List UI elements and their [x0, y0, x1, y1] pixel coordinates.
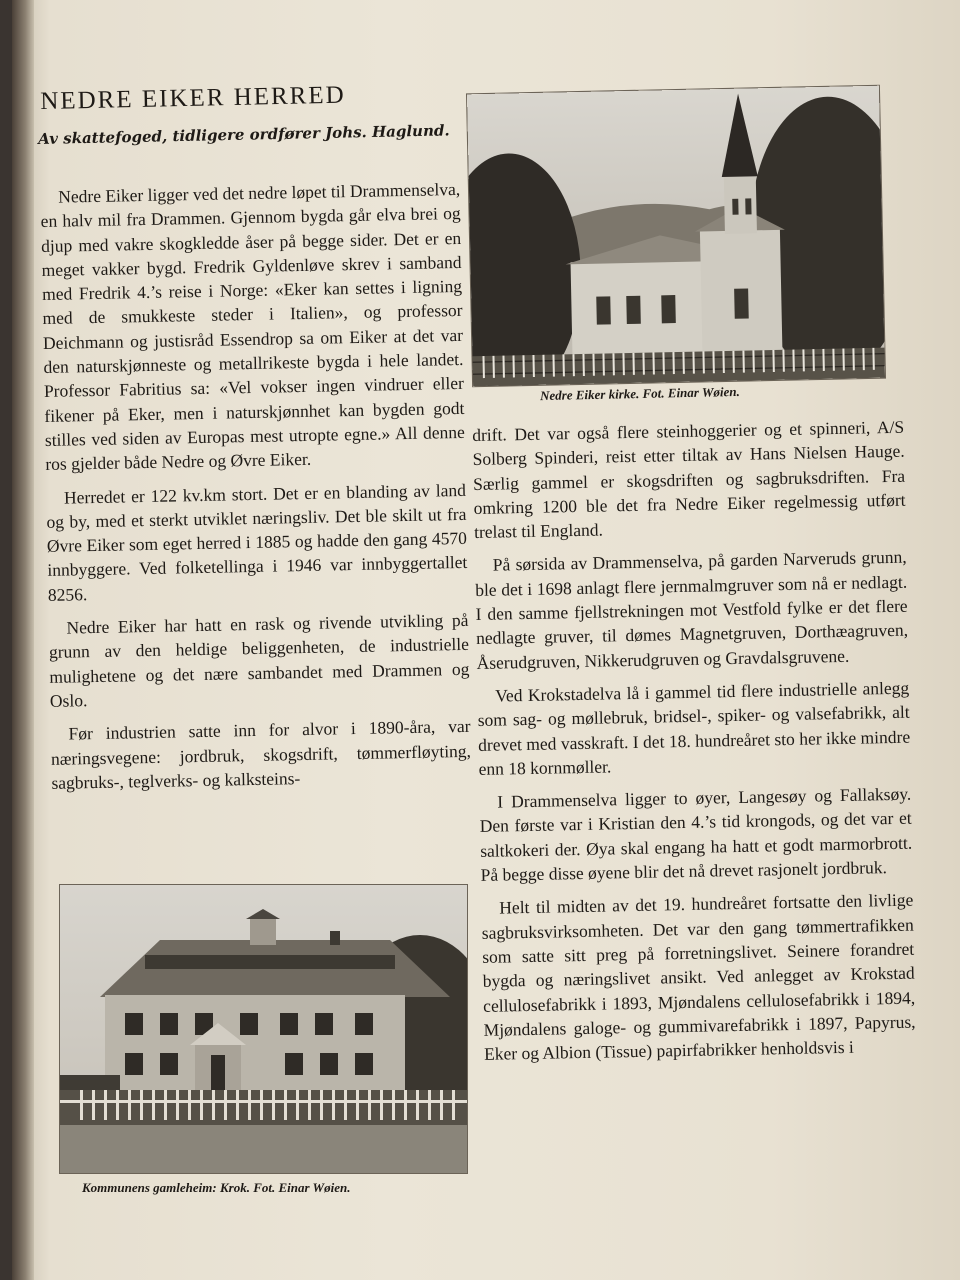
paragraph: Nedre Eiker ligger ved det nedre løpet til Drammenselva, en halv mil fra Drammen. Gjennom bygda går elva brei og djup med vakre skogkledde åser på begge sider. Det er en meget vakker bygd. Fredrik Gyldenløve skrev i samband med Fredrik 4.’s reise i Norge: «Eker kan settes i ligning med de smukkeste steder i Italien», og professor Deichmann og justisråd Essendrop sa om Eiker at det var den naturskjønneste og metallrikeste bygda i hele landet. Professor Fabritius sa: «Vel vokser ingen vindruer eller fikener på Eker, men i naturskjønnhet kan bygden godt stilles ved siden av Europas mest utropte egne.» All denne ros gjelder både Nedre og Øvre Eiker.	[40, 178, 466, 475]
page-title: NEDRE EIKER HERRED	[40, 81, 346, 115]
church-photo-caption: Nedre Eiker kirke. Fot. Einar Wøien.	[539, 383, 740, 404]
paragraph: Herredet er 122 kv.km stort. Det er en blanding av land og by, med et sterkt utviklet næringsliv. Det ble skilt ut fra Øvre Eiker som eget herred i 1885 og hadde den gang 4570 innbyggere. Ved folketellinga i 1946 var innbyggertallet 8256.	[46, 479, 468, 605]
home-photo-caption: Kommunens gamleheim: Krok. Fot. Einar Wøien.	[82, 1180, 351, 1195]
left-column	[40, 177, 472, 804]
book-spine-shadow	[12, 0, 34, 1280]
old-peoples-home-photo	[60, 885, 467, 1173]
church-photo	[467, 86, 885, 387]
paragraph: Helt til midten av det 19. hundreåret fortsatte den livlige sagbruksvirksomheten. Det var den gang tømmertrafikken som satte sitt preg på forretningslivet. Seinere forandret bygda og næringslivet ansikt. Ved anlegget av Krokstad cellulosefabrikk i 1893, Mjøndalens cellulosefabrikk i 1894, Mjøndalens galoge- og gummivarefabrikk i 1897, Papyrus, Eker og Albion (Tissue) papirfabrikker henholdsvis i	[481, 889, 916, 1065]
right-column	[472, 415, 916, 1076]
paragraph: I Drammenselva ligger to øyer, Langesøy og Fallaksøy. Den første var i Kristian den 4.’s tid krongods, og det var et saltkokeri der. Øya skal engang ha hatt et godt marmorbrott. På begge disse øyene blir det nå drevet rasjonelt jordbruk.	[479, 783, 913, 885]
paragraph: Nedre Eiker har hatt en rask og rivende utvikling på grunn av den heldige beliggenheten, de industrielle mulighetene og det nære sambandet med Drammen og Oslo.	[48, 609, 470, 711]
paragraph: Ved Krokstadelva lå i gammel tid flere industrielle anlegg som sag- og møllebruk, bridsel-, spiker- og valsefabrikk, alt drevet med vasskraft. I det 18. hundreåret sto her ikke mindre enn 18 kornmøller.	[477, 677, 911, 779]
paragraph: Før industrien satte inn for alvor i 1890-åra, var næringsvegene: jordbruk, skogsdrift, tømmerfløyting, sagbruks-, teglverks- og kalksteins-	[50, 716, 472, 793]
paragraph: drift. Det var også flere steinhoggerier og et spinneri, A/S Solberg Spinderi, reist etter tiltak av Hans Nielsen Hauge. Særlig gammel er skogsdriften og sagbruksdriften. Fra omkring 1200 ble det fra Nedre Eiker regelmessig utført trelast til England.	[472, 416, 906, 543]
paragraph: På sørsida av Drammenselva, på garden Narveruds grunn, ble det i 1698 anlagt flere jernmalmgruver som nå er nedlagt. I den samme fjellstrekningen mot Vestfold fylke er det flere nedlagte gruver, til dømes Magnetgruven, Dorthæagruven, Åserudgruven, Nikkerudgruven og Gravdalsgruvene.	[475, 547, 909, 673]
book-page	[12, 0, 960, 1280]
author-byline: Av skattefoged, tidligere ordfører Johs. Haglund.	[38, 121, 450, 148]
